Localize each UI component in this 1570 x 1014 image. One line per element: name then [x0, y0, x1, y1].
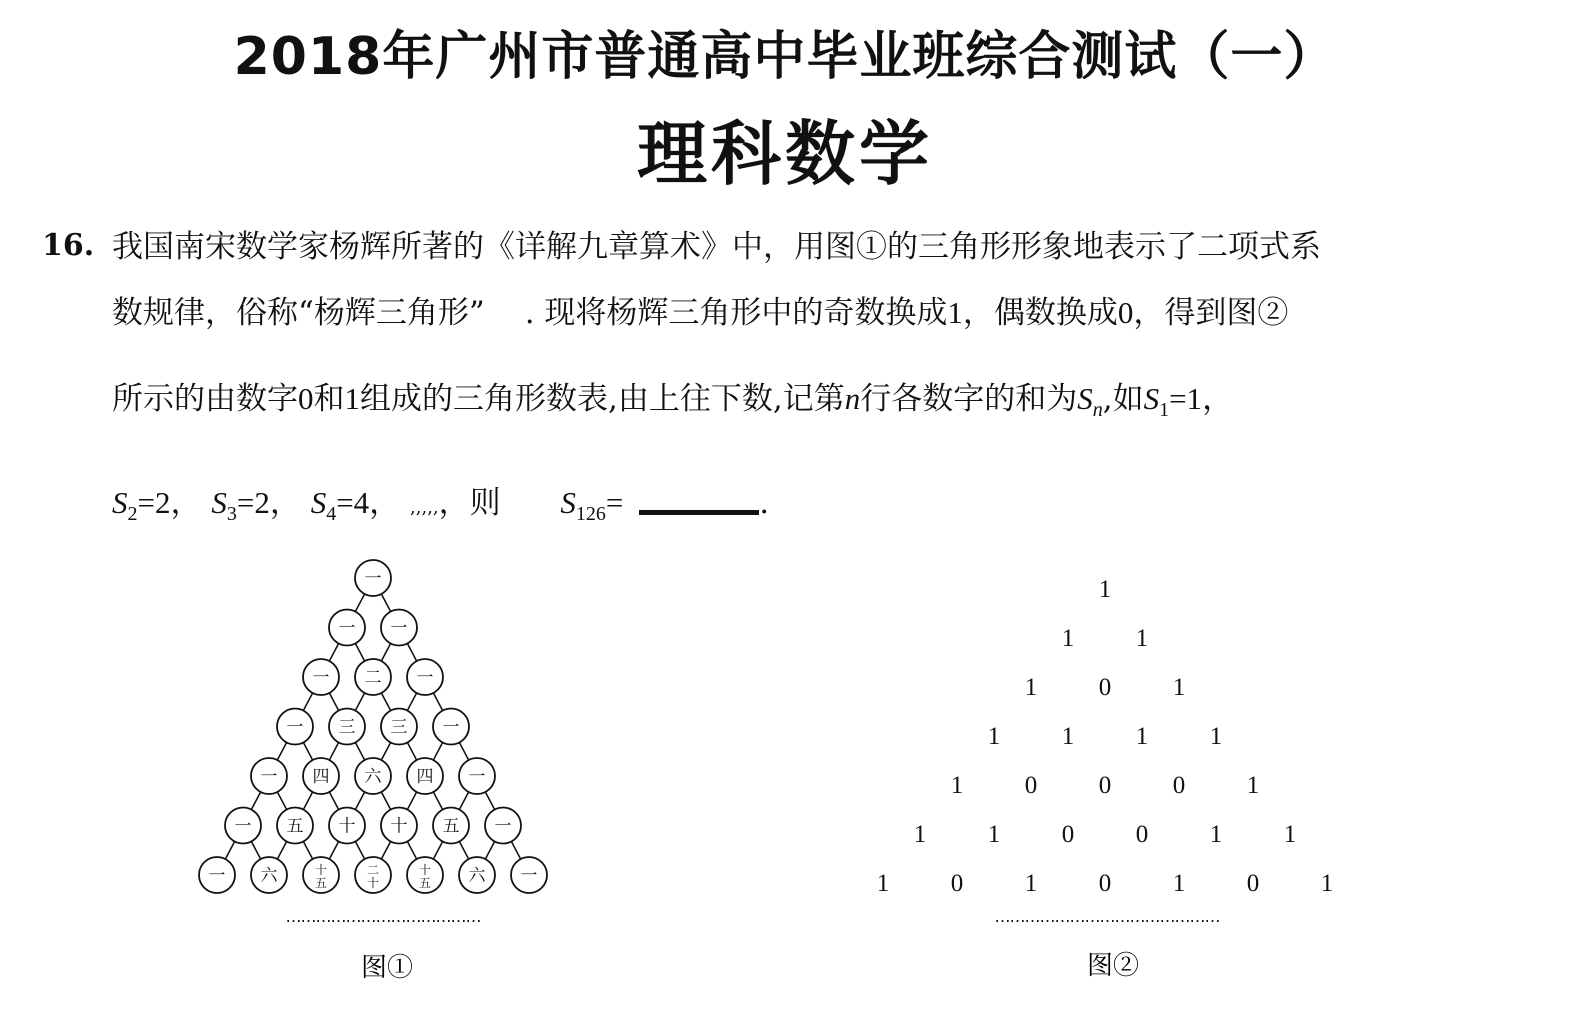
- fig2-cell: 1: [1135, 625, 1149, 652]
- fig2-cell: 1: [1209, 821, 1223, 848]
- fig1-node-label: 一: [260, 767, 278, 787]
- fig1-connector: [485, 792, 494, 810]
- subject-title: 理科数学: [637, 113, 933, 195]
- fig1-node-label: 二: [364, 668, 382, 688]
- fig2-caption: 图②: [1086, 951, 1140, 981]
- fig1-node-label: 十: [418, 863, 432, 877]
- fig2-cell: 0: [1024, 772, 1038, 799]
- fig1-connector: [459, 742, 468, 760]
- fig1-node-label: 六: [468, 866, 486, 886]
- fig1-node-label: 一: [312, 668, 330, 688]
- fig1-node-label: 二: [366, 863, 380, 877]
- fig2-cell: 0: [1061, 821, 1075, 848]
- question-line-3: 所示的由数字0和1组成的三角形数表,由上往下数,记第n行各数字的和为$S_n$,如$S_1=1$，: [112, 381, 1234, 422]
- fig1-connector: [407, 742, 416, 760]
- fig1-connector: [381, 693, 390, 711]
- fig1-connector: [407, 643, 416, 661]
- question-number: 16.: [42, 228, 95, 263]
- fig2-cell: 0: [1135, 821, 1149, 848]
- fig1-connector: [329, 841, 338, 859]
- fig1-connector: [407, 792, 416, 810]
- fig1-connector: [277, 841, 286, 859]
- fig2-cell: 1: [1024, 870, 1038, 897]
- fig1-connector: [433, 742, 442, 760]
- fig1-connector: [329, 693, 338, 711]
- fig2-cell: 1: [1320, 870, 1334, 897]
- fig1-node-label: 一: [390, 618, 408, 639]
- fig1-connector: [277, 742, 286, 760]
- fig1-node-label: 四: [416, 767, 434, 787]
- fig2-cell: 0: [1098, 870, 1112, 897]
- fig1-node-label: 一: [208, 866, 226, 886]
- fig1-connector: [459, 792, 468, 810]
- fig2-cell: 0: [1246, 870, 1260, 897]
- fig1-connector: [433, 792, 442, 810]
- fig2-cell: 1: [1246, 772, 1260, 799]
- fig1-connector: [459, 841, 468, 859]
- fig1-connector: [407, 693, 416, 711]
- fig1-connector: [225, 841, 234, 859]
- fig1-caption: 图①: [360, 953, 414, 983]
- fig1-connector: [355, 594, 364, 612]
- fig2-cell: 1: [1172, 870, 1186, 897]
- fig2-cell: 1: [1098, 576, 1112, 603]
- fig1-node-label: 一: [416, 668, 434, 688]
- fig2-cell: 0: [1172, 772, 1186, 799]
- fig1-connector: [381, 792, 390, 810]
- fig1-node-label: 一: [468, 767, 486, 787]
- fig2-cell: 1: [1061, 625, 1075, 652]
- fig1-connector: [303, 742, 312, 760]
- fig2-cell: 1: [1135, 723, 1149, 750]
- fig1-node-label: 一: [494, 816, 512, 837]
- fig1-node-label: 十: [390, 816, 408, 837]
- fig1-connector: [355, 792, 364, 810]
- fig1-connector: [407, 841, 416, 859]
- fig2-cell: 1: [876, 870, 890, 897]
- fig1-node-label: 一: [286, 717, 304, 738]
- fig1-node-label: 十: [366, 876, 380, 890]
- fig1-connector: [303, 693, 312, 711]
- question-line-2: 数规律，俗称“杨辉三角形” . 现将杨辉三角形中的奇数换成1，偶数换成0，得到图②: [112, 295, 1289, 331]
- fig1-connector: [381, 643, 390, 661]
- fig2-cell: 0: [1098, 674, 1112, 701]
- fig2-cell: 1: [1061, 723, 1075, 750]
- fig1-connector: [355, 643, 364, 661]
- fig1-connector: [433, 693, 442, 711]
- fig1-node-label: 一: [520, 866, 538, 886]
- fig1-connector: [355, 841, 364, 859]
- fig2-cell: 1: [987, 723, 1001, 750]
- fig1-node-label: 四: [312, 767, 330, 787]
- fig1-connector: [355, 742, 364, 760]
- fig1-node-label: 五: [314, 876, 328, 890]
- fig2-ellipsis: ………………………………………: [994, 907, 1220, 926]
- fig2-cell: 1: [1209, 723, 1223, 750]
- fig1-connector: [381, 742, 390, 760]
- fig1-node-label: 三: [338, 717, 356, 738]
- fig1-connector: [511, 841, 520, 859]
- fig1-connector: [251, 841, 260, 859]
- fig1-node-label: 五: [286, 816, 304, 837]
- question-line-4: $S_2=2$， $S_3=2$， $S_4=4$， ,,,,,，则 $S_{126}=$ .: [112, 485, 770, 526]
- fig2-cell: 1: [1283, 821, 1297, 848]
- fig1-node-label: 五: [442, 816, 460, 837]
- fig2-cell: 1: [1024, 674, 1038, 701]
- fig1-connector: [485, 841, 494, 859]
- fig2-cell: 0: [950, 870, 964, 897]
- fig1-connector: [251, 792, 260, 810]
- fig2-cell: 1: [913, 821, 927, 848]
- fig1-node-label: 一: [364, 569, 382, 589]
- fig1-connector: [329, 792, 338, 810]
- fig1-connector: [355, 693, 364, 711]
- page-title: 2018年广州市普通高中毕业班综合测试（一）: [233, 27, 1337, 87]
- fig1-node-label: 一: [442, 717, 460, 738]
- fig1-node-label: 三: [390, 717, 408, 738]
- fig1-connector: [329, 643, 338, 661]
- fig1-node-label: 一: [234, 816, 252, 837]
- fig1-connector: [303, 841, 312, 859]
- fig1-node-label: 五: [418, 876, 432, 890]
- fig1-connector: [381, 841, 390, 859]
- fig1-node-label: 十: [338, 816, 356, 837]
- fig1-node-label: 六: [260, 866, 278, 886]
- fig1-node-label: 六: [364, 767, 382, 787]
- fig2-cell: 0: [1098, 772, 1112, 799]
- fig1-connector: [381, 594, 390, 612]
- fig2-cell: 1: [987, 821, 1001, 848]
- fig1-node-label: 十: [314, 863, 328, 877]
- question-line-1: 我国南宋数学家杨辉所著的《详解九章算术》中，用图①的三角形形象地表示了二项式系: [112, 229, 1321, 265]
- fig1-connector: [329, 742, 338, 760]
- fig1-node-label: 一: [338, 618, 356, 639]
- fig1-connector: [277, 792, 286, 810]
- fig1-connector: [433, 841, 442, 859]
- fig1-ellipsis: …………………………………: [285, 907, 481, 926]
- fig2-cell: 1: [950, 772, 964, 799]
- fig1-connector: [303, 792, 312, 810]
- fig2-cell: 1: [1172, 674, 1186, 701]
